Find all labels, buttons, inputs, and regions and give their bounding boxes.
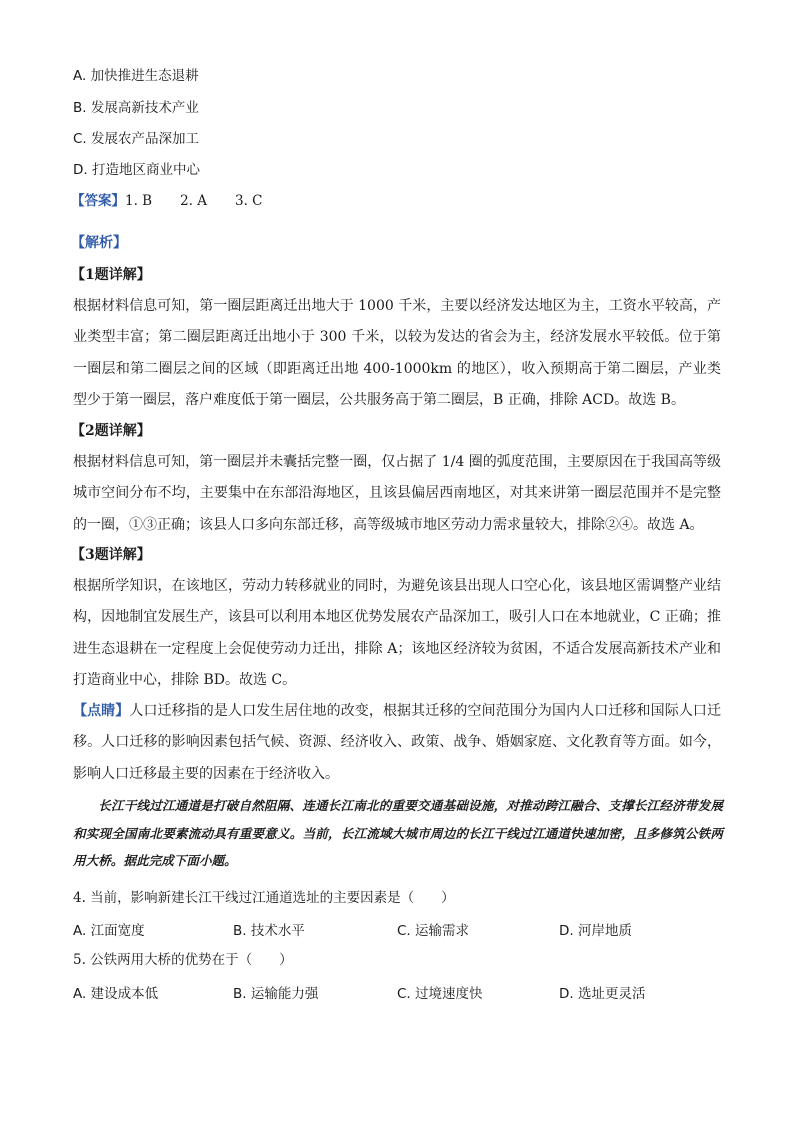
prev-option-b: B. 发展高新技术产业 — [73, 100, 199, 116]
q4-option-a: A. 江面宽度 — [73, 923, 145, 939]
q5-option-a: A. 建设成本低 — [73, 986, 159, 1002]
q3-detail-title: 【3题详解】 — [71, 547, 151, 563]
passage-text: 长江干线过江通道是打破自然阻隔、连通长江南北的重要交通基础设施，对推动跨江融合、支撑长江经济带发展和实现全国南北要素流动具有重要意义。当前，长江流域大城市周边的长江干线过江通道快速加密，且多修筑公铁两用大桥。据此完成下面小题。 — [73, 798, 723, 868]
answer-line — [71, 191, 263, 211]
q4-options — [73, 919, 723, 939]
q4-option-b: B. 技术水平 — [233, 923, 305, 939]
q1-detail-title: 【1题详解】 — [71, 267, 151, 283]
q2-detail-text: 根据材料信息可知，第一圈层并未囊括完整一圈，仅占据了 1/4 圈的弧度范围，主要原因在于我国高等级城市空间分布不均，主要集中在东部沿海地区，且该县偏居西南地区，对其来讲第一圈层范围并不是完整的一圈，①③正确；该县人口多向东部迁移，高等级城市地区劳动力需求量较大，排除②④。故选 A。 — [73, 454, 721, 533]
prev-option-d: D. 打造地区商业中心 — [73, 162, 200, 178]
q2-detail-title: 【2题详解】 — [71, 423, 151, 439]
q5-option-c: C. 过境速度快 — [397, 986, 483, 1002]
tip-text: 人口迁移指的是人口发生居住地的改变，根据其迁移的空间范围分为国内人口迁移和国际人口迁移。人口迁移的影响因素包括气候、资源、经济收入、政策、战争、婚姻家庭、文化教育等方面。如今，影响人口迁移最主要的因素在于经济收入。 — [73, 703, 722, 782]
tip-tag: 【点睛】 — [73, 703, 130, 719]
q3-detail-text: 根据所学知识，在该地区，劳动力转移就业的同时，为避免该县出现人口空心化，该县地区需调整产业结构，因地制宜发展生产，该县可以利用本地区优势发展农产品深加工，吸引人口在本地就业，C 正确；推进生态退耕在一定程度上会促使劳动力迁出，排除 A；该地区经济较为贫困，不适合发展高新技术产业和打造商业中心，排除 BD。故选 C。 — [73, 578, 721, 689]
answer-1: 1. B — [125, 193, 153, 209]
q5-option-d: D. 选址更灵活 — [559, 986, 646, 1002]
answer-3: 3. C — [235, 193, 263, 209]
tip-paragraph — [73, 696, 721, 790]
q4-stem: 4. 当前，影响新建长江干线过江通道选址的主要因素是（ ） — [73, 890, 455, 906]
q4-option-c: C. 运输需求 — [397, 923, 470, 939]
prev-option-a: A. 加快推进生态退耕 — [73, 68, 199, 84]
q5-options — [73, 982, 723, 1002]
q4-option-d: D. 河岸地质 — [559, 923, 632, 939]
answer-tag: 【答案】 — [71, 193, 125, 209]
q5-option-b: B. 运输能力强 — [233, 986, 319, 1002]
answer-2: 2. A — [180, 193, 208, 209]
q1-detail-text: 根据材料信息可知，第一圈层距离迁出地大于 1000 千米，主要以经济发达地区为主，工资水平较高，产业类型丰富；第二圈层距离迁出地小于 300 千米，以较为发达的省会为主，经济发展水平较低。位于第一圈层和第二圈层之间的区域（即距离迁出地 400-1000km 的地区），收入预期高于第二圈层，产业类型少于第一圈层，落户难度低于第一圈层，公共服务高于第二圈层，B 正确，排除 ACD。故选 B。 — [73, 298, 721, 409]
prev-option-c: C. 发展农产品深加工 — [73, 131, 200, 147]
analysis-tag: 【解析】 — [71, 235, 127, 251]
q5-stem: 5. 公铁两用大桥的优势在于（ ） — [73, 952, 293, 968]
